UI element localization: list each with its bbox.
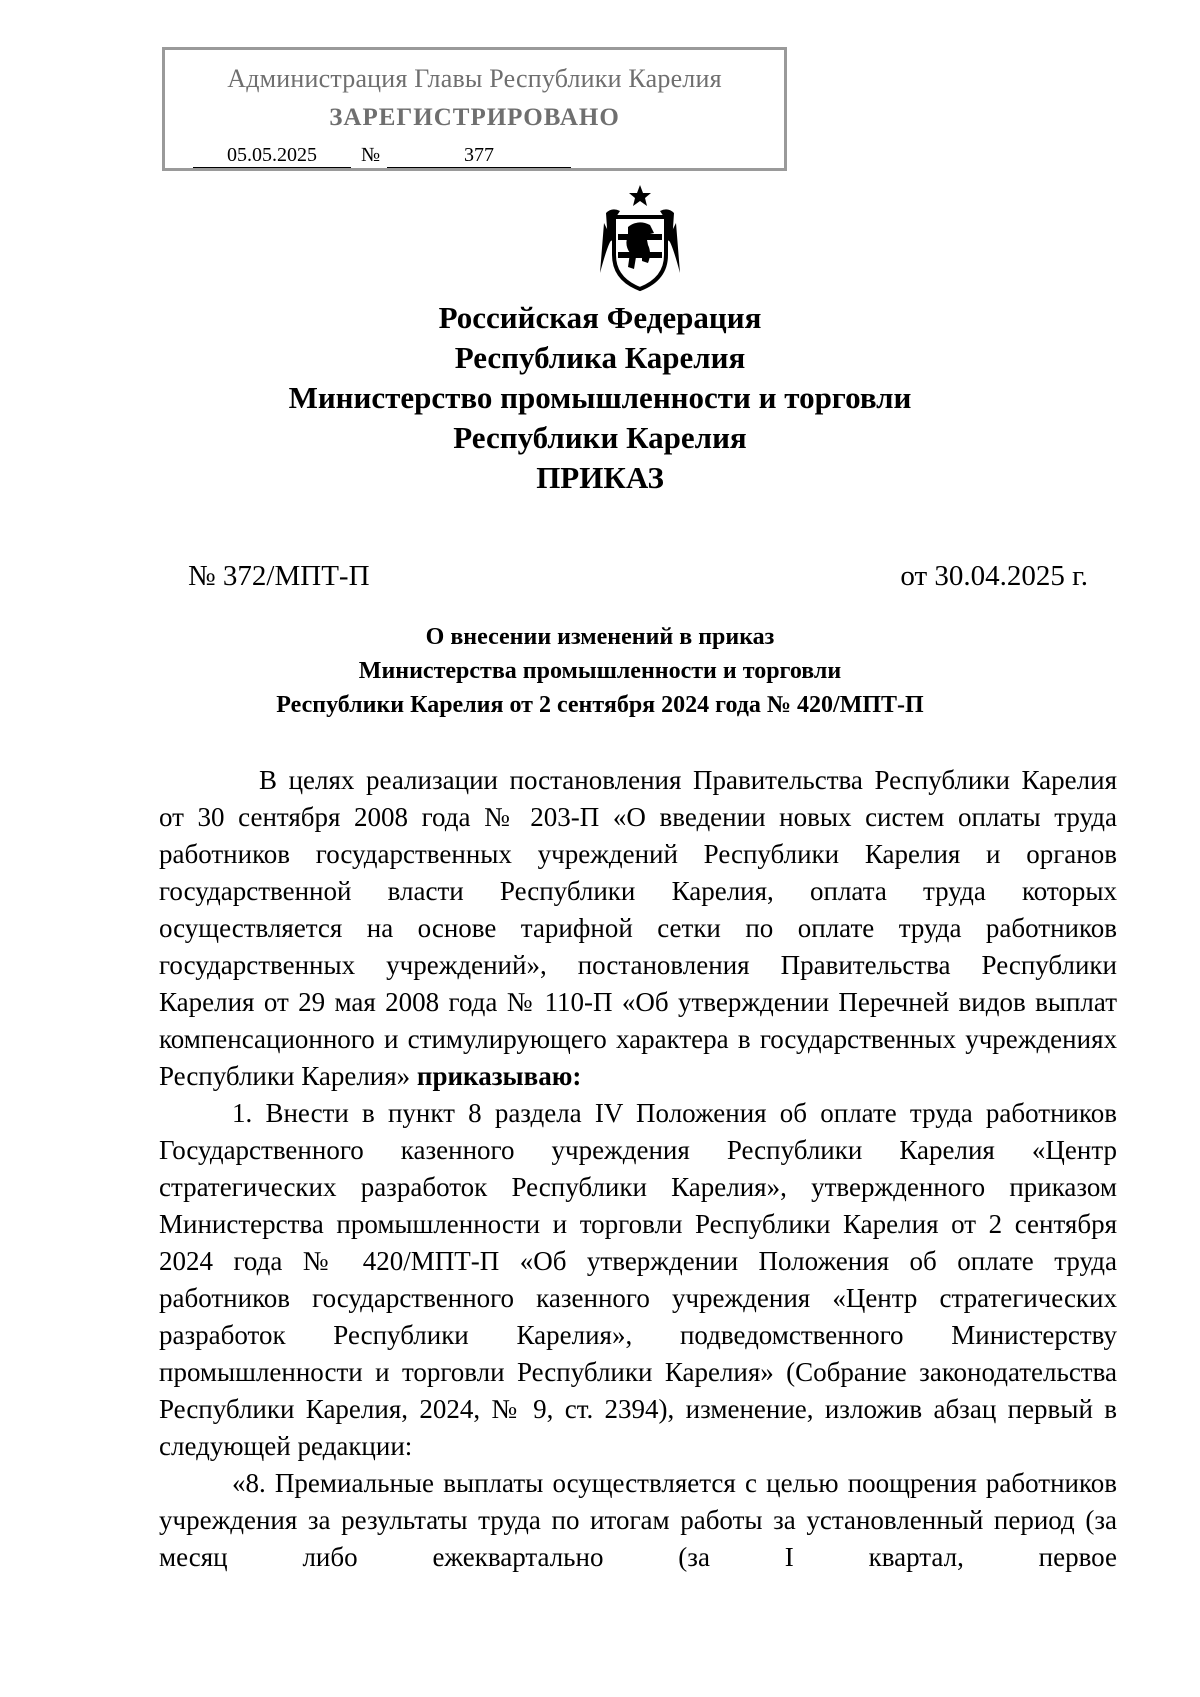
- document-heading: [0, 298, 1200, 498]
- stamp-number: 377: [387, 144, 571, 168]
- heading-doc-type: ПРИКАЗ: [536, 460, 664, 495]
- subject-line-3: Республики Карелия от 2 сентября 2024 года № 420/МПТ-П: [276, 692, 924, 718]
- subject-line-1: О внесении изменений в приказ: [425, 624, 775, 650]
- registration-stamp: [162, 47, 787, 171]
- item-1-paragraph: 1. Внести в пункт 8 раздела IV Положения об оплате труда работников Государственного казенного учреждения Республики Карелия «Центр стратегических разработок Республики Карелия», утвержденного приказом Министерства промышленности и торговли Республики Карелия от 2 сентября 2024 года № 420/МПТ-П «Об утверждении Положения об оплате труда работников государственного казенного учреждения «Центр стратегических разработок Республики Карелия», подведомственного Министерству промышленности и торговли Республики Карелия» (Собрание законодательства Республики Карелия, 2024, № 9, ст. 2394), изменение, изложив абзац первый в следующей редакции:: [159, 1098, 1117, 1461]
- preamble-text: В целях реализации постановления Правительства Республики Карелия от 30 сентября 2008 года № 203-П «О введении новых систем оплаты труда работников государственных учреждений Республики Карелия и органов государственной власти Республики Карелия, оплата труда которых осуществляется на основе тарифной сетки по оплате труда работников государственных учреждений», постановления Правительства Республики Карелия от 29 мая 2008 года № 110-П «Об утверждении Перечней видов выплат компенсационного и стимулирующего характера в государственных учреждениях Республики Карелия»: [159, 765, 1117, 1091]
- subject-line-2: Министерства промышленности и торговли: [358, 658, 842, 684]
- heading-ministry-region: Республики Карелия: [453, 420, 747, 455]
- order-date: от 30.04.2025 г.: [900, 560, 1088, 592]
- star-icon: [629, 185, 651, 206]
- heading-ministry: Министерство промышленности и торговли: [288, 380, 912, 415]
- stamp-status: ЗАРЕГИСТРИРОВАНО: [329, 104, 620, 131]
- preamble-action: приказываю:: [416, 1061, 582, 1091]
- order-subject: [0, 620, 1200, 722]
- karelia-coat-of-arms-icon: [598, 183, 682, 295]
- document-body: [159, 762, 1117, 1576]
- order-number: № 372/МПТ-П: [188, 560, 370, 592]
- stamp-header: Администрация Главы Республики Карелия: [227, 64, 722, 93]
- item-1-quote-paragraph: «8. Премиальные выплаты осуществляется с целью поощрения работников учреждения за результаты труда по итогам работы за установленный период (за месяц либо ежеквартально (за I квартал, первое: [159, 1468, 1117, 1572]
- heading-republic: Республика Карелия: [454, 340, 746, 375]
- preamble-paragraph: [159, 762, 1117, 1095]
- stamp-number-sign: №: [361, 144, 381, 166]
- stamp-date: 05.05.2025: [193, 144, 351, 168]
- heading-country: Российская Федерация: [438, 300, 762, 335]
